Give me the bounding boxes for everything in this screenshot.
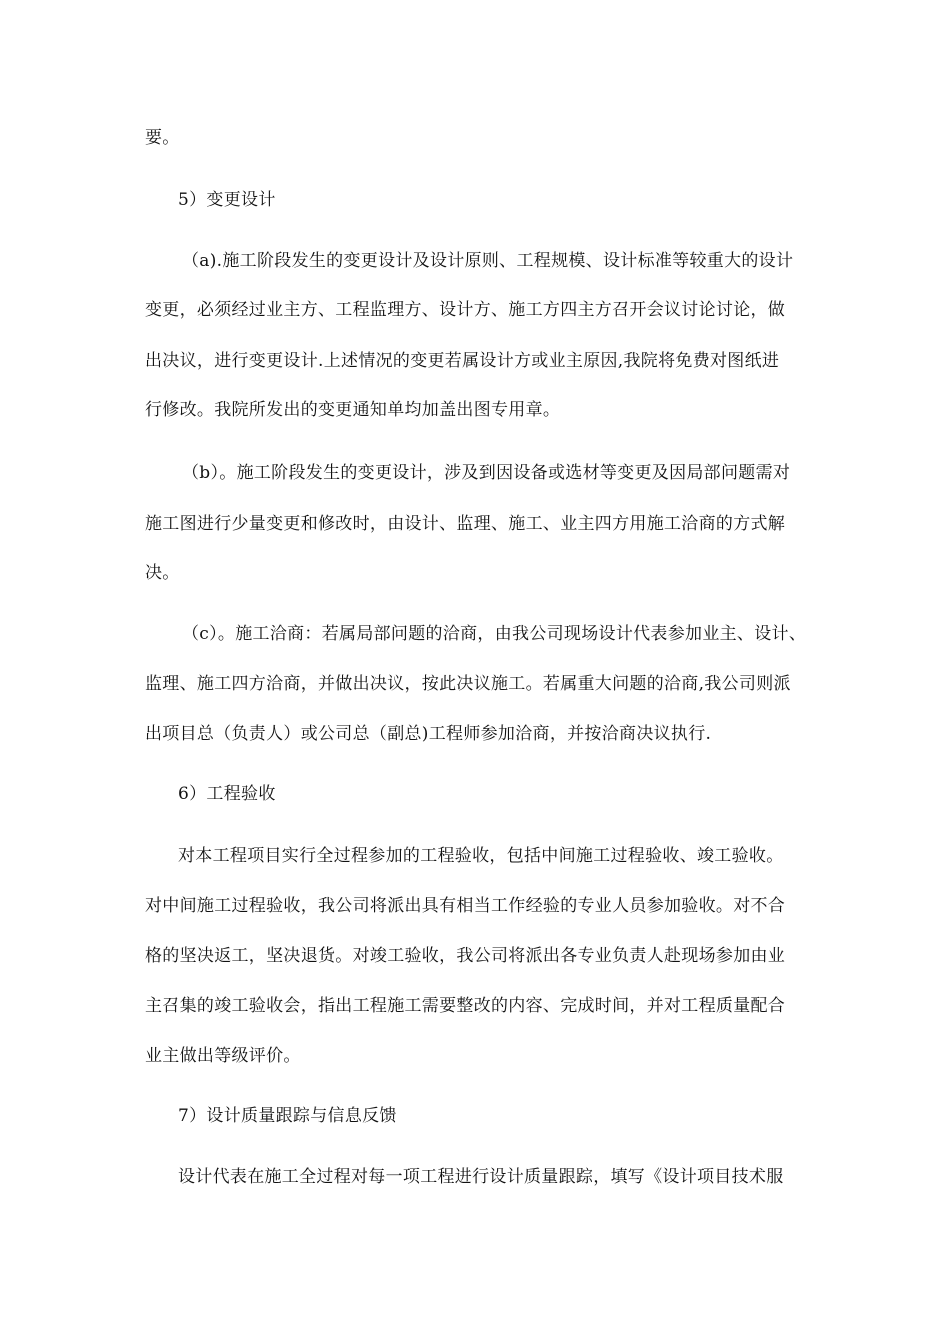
text-line: 出决议，进行变更设计.上述情况的变更若属设计方或业主原因,我院将免费对图纸进 [145,351,780,371]
text-line: 格的坚决返工，坚决退货。对竣工验收，我公司将派出各专业负责人赴现场参加由业 [145,946,786,966]
text-line: 决。 [145,563,180,583]
text-line: 对中间施工过程验收，我公司将派出具有相当工作经验的专业人员参加验收。对不合 [145,896,786,916]
text-line: 施工图进行少量变更和修改时，由设计、监理、施工、业主四方用施工洽商的方式解 [145,514,786,534]
text-line: 变更，必须经过业主方、工程监理方、设计方、施工方四主方召开会议讨论讨论，做 [145,300,786,320]
text-line: 出项目总（负责人）或公司总（副总)工程师参加洽商，并按洽商决议执行. [145,724,712,744]
text-line: （a).施工阶段发生的变更设计及设计原则、工程规模、设计标准等较重大的设计 [182,251,794,271]
text-line: 要。 [145,128,180,148]
text-line: 主召集的竣工验收会，指出工程施工需要整改的内容、完成时间，并对工程质量配合 [145,996,786,1016]
text-line: 监理、施工四方洽商，并做出决议，按此决议施工。若属重大问题的洽商,我公司则派 [145,674,791,694]
text-line: 设计代表在施工全过程对每一项工程进行设计质量跟踪，填写《设计项目技术服 [178,1167,784,1187]
text-line: 行修改。我院所发出的变更通知单均加盖出图专用章。 [145,400,561,420]
text-line: （b）。施工阶段发生的变更设计，涉及到因设备或选材等变更及因局部问题需对 [182,463,791,483]
section-heading: 7）设计质量跟踪与信息反馈 [178,1106,397,1126]
text-line: 对本工程项目实行全过程参加的工程验收，包括中间施工过程验收、竣工验收。 [178,846,784,866]
section-heading: 6）工程验收 [178,784,276,804]
section-heading: 5）变更设计 [178,190,276,210]
text-line: 业主做出等级评价。 [145,1046,301,1066]
text-line: （c）。施工洽商：若属局部问题的洽商，由我公司现场设计代表参加业主、设计、 [182,624,807,644]
